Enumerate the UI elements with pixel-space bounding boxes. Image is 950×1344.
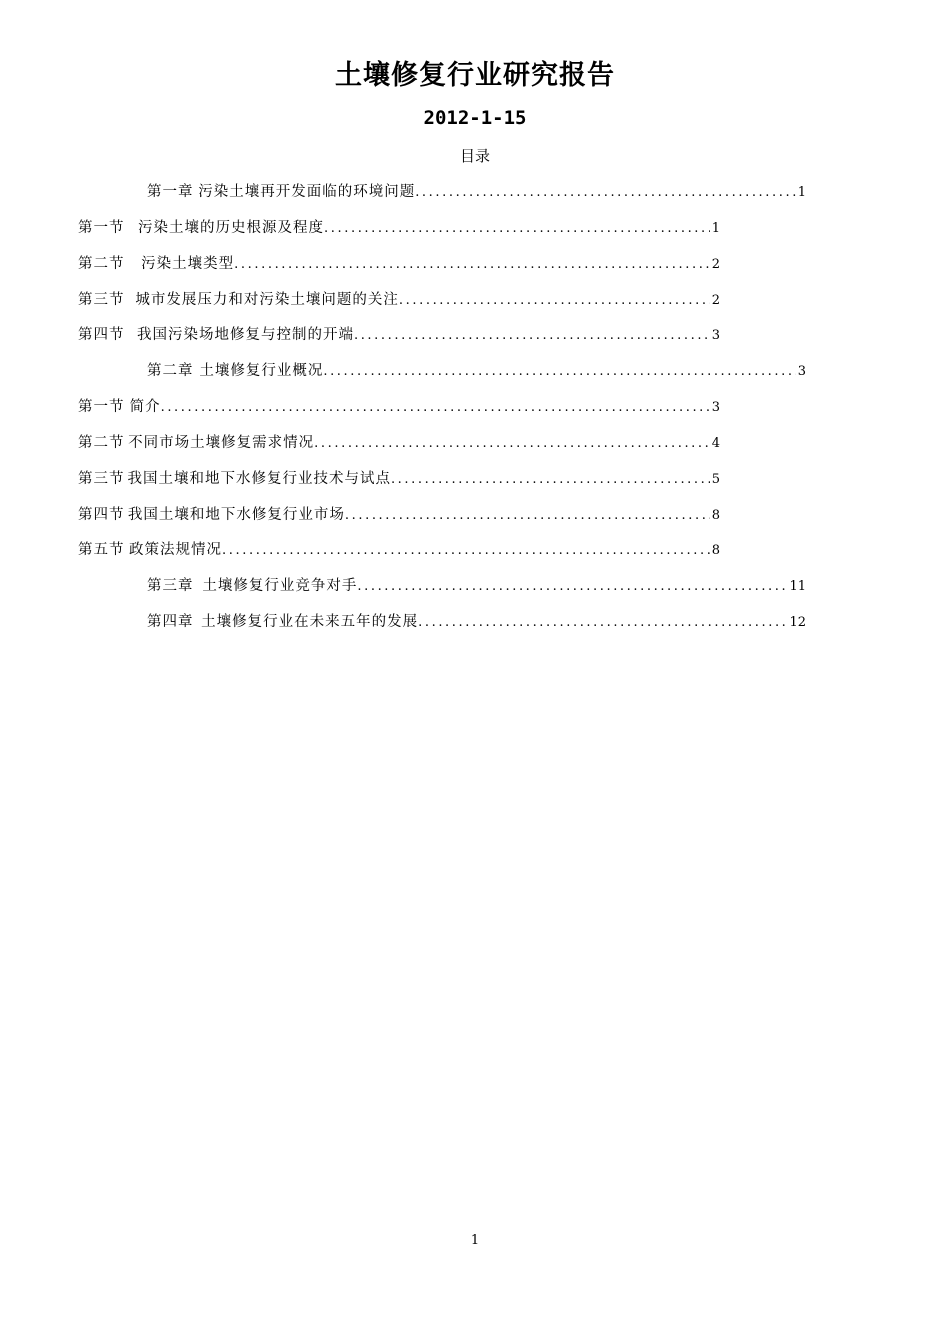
toc-entry-text: 土壤修复行业竞争对手 [202,578,358,594]
toc-entry-page: 3 [797,364,806,379]
toc-entry-chapter-2[interactable] [147,359,806,383]
toc-entry-label: 第二节 [78,256,125,272]
toc-dot-leader [391,468,710,491]
toc-entry-text: 污染土壤再开发面临的环境问题 [198,184,416,200]
toc-dot-leader [415,181,796,204]
toc-entry-page: 11 [789,579,806,594]
toc-entry-page: 3 [711,328,720,343]
toc-entry-label: 第一节 [78,399,125,415]
toc-entry-label: 第三节 [78,292,125,308]
toc-entry-chapter-4[interactable] [147,610,806,634]
toc-entry-label: 第三章 [147,578,194,594]
toc-entry-label: 第四节 [78,507,125,523]
toc-entry-section-2-5[interactable] [78,538,720,562]
toc-entry-section-2-2[interactable] [78,431,720,455]
toc-entry-page: 1 [797,185,806,200]
toc-entry-label: 第一节 [78,220,125,236]
toc-entry-text: 污染土壤类型 [141,256,235,272]
toc-entry-section-2-4[interactable] [78,503,720,527]
toc-entry-section-1-4[interactable] [78,323,720,347]
toc-entry-text: 我国污染场地修复与控制的开端 [136,327,354,343]
toc-entry-section-1-2[interactable] [78,252,720,276]
toc-entry-text: 污染土壤的历史根源及程度 [138,220,325,236]
toc-dot-leader [323,360,795,383]
toc-entry-page: 5 [711,472,720,487]
toc-entry-page: 4 [711,436,720,451]
toc-entry-text: 我国土壤和地下水修复行业市场 [127,507,345,523]
toc-heading: 目录 [459,147,490,165]
toc-entry-section-1-1[interactable] [78,216,720,240]
toc-entry-page: 8 [711,543,720,558]
toc-entry-label: 第三节 [78,471,125,487]
page-number: 1 [470,1233,480,1248]
toc-dot-leader [222,539,710,562]
toc-dot-leader [399,289,710,312]
toc-entry-text: 我国土壤和地下水修复行业技术与试点 [127,471,391,487]
toc-dot-leader [161,396,710,419]
toc-entry-page: 8 [711,508,720,523]
toc-dot-leader [354,324,710,347]
toc-entry-text: 简介 [129,399,161,415]
toc-entry-label: 第一章 [147,184,194,200]
toc-entry-page: 2 [711,257,720,272]
toc-dot-leader [234,253,710,276]
toc-dot-leader [345,504,710,527]
toc-dot-leader [314,432,710,455]
toc-entry-page: 2 [711,293,720,308]
toc-dot-leader [418,611,787,634]
toc-entry-chapter-3[interactable] [147,574,806,598]
toc-entry-text: 土壤修复行业概况 [199,363,324,379]
toc-entry-text: 政策法规情况 [129,542,223,558]
toc-entry-section-1-3[interactable] [78,288,720,312]
toc-entry-section-2-1[interactable] [78,395,720,419]
toc-entry-page: 12 [789,615,806,630]
toc-entry-text: 土壤修复行业在未来五年的发展 [201,614,419,630]
toc-entry-label: 第四章 [147,614,194,630]
toc-dot-leader [357,575,787,598]
toc-entry-chapter-1[interactable] [147,180,806,204]
toc-entry-text: 城市发展压力和对污染土壤问题的关注 [135,292,399,308]
toc-entry-label: 第四节 [78,327,125,343]
toc-entry-page: 3 [711,400,720,415]
toc-entry-section-2-3[interactable] [78,467,720,491]
toc-dot-leader [324,217,710,240]
toc-entry-label: 第二节 [78,435,125,451]
document-title: 土壤修复行业研究报告 [335,60,615,91]
toc-entry-page: 1 [711,221,720,236]
toc-entry-label: 第二章 [147,363,194,379]
toc-entry-text: 不同市场土壤修复需求情况 [128,435,315,451]
document-date: 2012-1-15 [423,107,527,129]
toc-entry-label: 第五节 [78,542,125,558]
